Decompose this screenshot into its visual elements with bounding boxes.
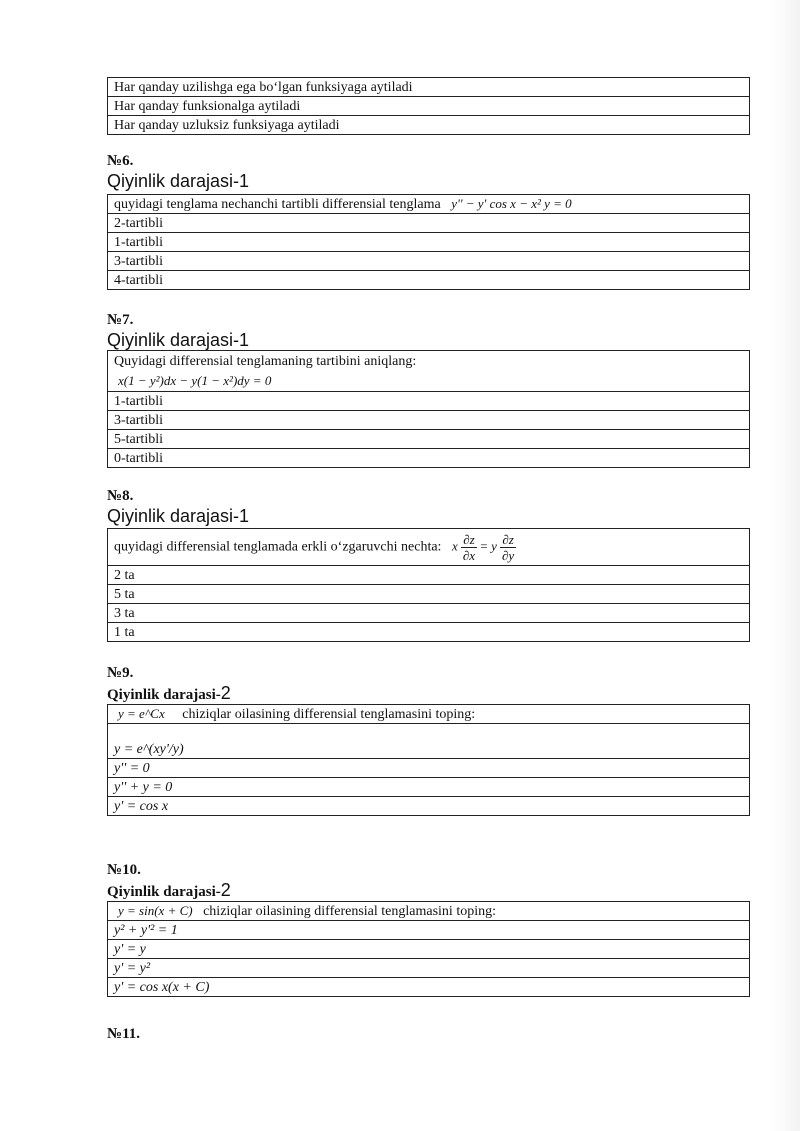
q10-question-cell <box>108 902 750 921</box>
q5-options-table <box>107 77 750 135</box>
q6-option-3: 3-tartibli <box>108 252 750 271</box>
q6-option-4: 4-tartibli <box>108 271 750 290</box>
q5-option-3: Har qanday uzluksiz funksiyaga aytiladi <box>108 116 750 135</box>
q10-option-3: y' = y² <box>108 959 750 978</box>
q8-option-1: 2 ta <box>108 566 750 585</box>
q7-level: Qiyinlik darajasi-1 <box>107 330 250 350</box>
q8-number: №8. <box>107 488 134 504</box>
q8-fraction-right-den: ∂y <box>501 547 515 563</box>
q9-formula: y = e^Cx <box>118 706 165 721</box>
q10-level-digit: 2 <box>220 880 231 900</box>
q9-level <box>107 683 231 704</box>
q11-number: №11. <box>107 1026 140 1042</box>
q6-question: quyidagi tenglama nechanchi tartibli differensial tenglama <box>114 197 441 212</box>
q8-option-2: 5 ta <box>108 585 750 604</box>
q9-option-4: y' = cos x <box>108 797 750 816</box>
q8-fraction-right <box>500 532 515 563</box>
q10-level-prefix: Qiyinlik darajasi- <box>107 884 221 900</box>
q6-question-cell <box>108 195 750 214</box>
q6-table <box>107 194 750 290</box>
q7-option-3: 5-tartibli <box>108 430 750 449</box>
q7-question: Quyidagi differensial tenglamaning tartibini aniqlang: <box>114 354 417 369</box>
q7-option-1: 1-tartibli <box>108 392 750 411</box>
q7-question-cell <box>108 351 750 392</box>
q10-formula: y = sin(x + C) <box>118 903 193 918</box>
q8-table <box>107 528 750 642</box>
q9-level-digit: 2 <box>220 683 231 703</box>
q8-option-4: 1 ta <box>108 623 750 642</box>
q9-option-2: y'' = 0 <box>108 759 750 778</box>
page-edge-shadow <box>770 0 800 1131</box>
q8-question: quyidagi differensial tenglamada erkli o‘zgaruvchi nechta: <box>114 539 442 555</box>
q8-fraction-right-num: ∂z <box>502 531 514 547</box>
q10-option-1: y² + y'² = 1 <box>108 921 750 940</box>
q8-fraction-left-den: ∂x <box>462 547 476 563</box>
q7-number: №7. <box>107 312 134 328</box>
q8-formula-coef-left: x <box>451 538 458 554</box>
q8-fraction-left <box>461 532 476 563</box>
q9-option-1: y = e^(xy'/y) <box>108 724 750 759</box>
q10-option-4: y' = cos x(x + C) <box>108 978 750 997</box>
q8-fraction-left-num: ∂z <box>463 531 475 547</box>
q9-question: chiziqlar oilasining differensial tenglamasini toping: <box>182 707 476 722</box>
q8-question-cell <box>108 529 750 566</box>
q9-level-prefix: Qiyinlik darajasi- <box>107 687 221 703</box>
q9-option-3: y'' + y = 0 <box>108 778 750 797</box>
q6-formula: y'' − y' cos x − x² y = 0 <box>451 196 572 211</box>
q8-formula-equals: = <box>480 538 488 554</box>
q5-option-1: Har qanday uzilishga ega bo‘lgan funksiyaga aytiladi <box>108 78 750 97</box>
q10-table <box>107 901 750 997</box>
q9-number: №9. <box>107 665 134 681</box>
q10-level <box>107 880 231 901</box>
q6-level: Qiyinlik darajasi-1 <box>107 171 250 191</box>
q7-formula: x(1 − y²)dx − y(1 − x²)dy = 0 <box>118 373 272 388</box>
q9-table <box>107 704 750 816</box>
q9-question-cell <box>108 705 750 724</box>
q8-formula-coef-right: y <box>491 538 497 554</box>
q7-option-4: 0-tartibli <box>108 449 750 468</box>
q5-option-2: Har qanday funksionalga aytiladi <box>108 97 750 116</box>
q10-number: №10. <box>107 862 141 878</box>
q6-option-2: 1-tartibli <box>108 233 750 252</box>
q10-option-2: y' = y <box>108 940 750 959</box>
q7-table <box>107 350 750 468</box>
q6-number: №6. <box>107 153 134 169</box>
q6-option-1: 2-tartibli <box>108 214 750 233</box>
q8-option-3: 3 ta <box>108 604 750 623</box>
q10-question: chiziqlar oilasining differensial tenglamasini toping: <box>203 904 496 919</box>
q8-level: Qiyinlik darajasi-1 <box>107 506 250 526</box>
q7-option-2: 3-tartibli <box>108 411 750 430</box>
